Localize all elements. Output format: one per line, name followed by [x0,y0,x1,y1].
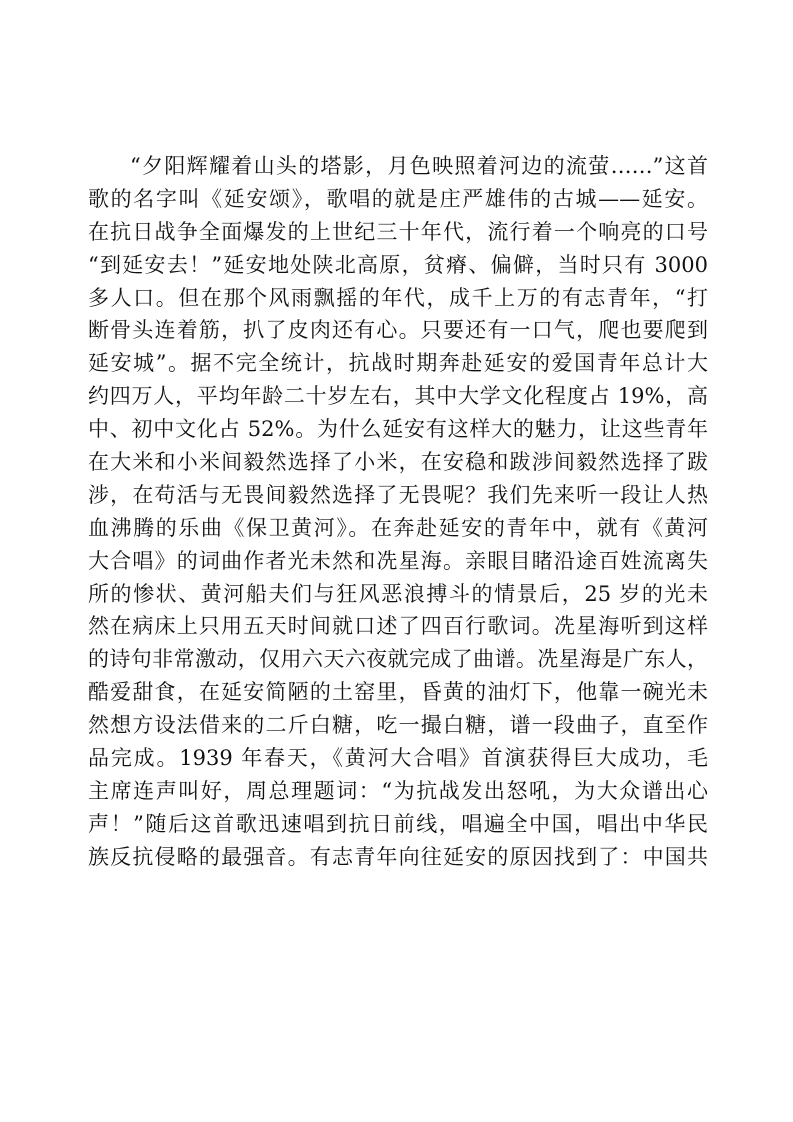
text-line: 品完成。1939 年春天，《黄河大合唱》首演获得巨大成功，毛 [88,746,708,771]
text-line: “夕阳辉耀着山头的塔影，月色映照着河边的流萤……”这首 [130,154,708,178]
text-line: “到延安去！”延安地处陕北高原，贫瘠、偏僻，当时只有 3000 [88,252,708,277]
text-line: 大合唱》的词曲作者光未然和冼星海。亲眼目睹沿途百姓流离失 [88,548,708,573]
text-line: 断骨头连着筋，扒了皮肉还有心。只要还有一口气，爬也要爬到 [88,318,708,343]
body-paragraph [88,150,708,874]
text-line: 歌的名字叫《延安颂》，歌唱的就是庄严雄伟的古城——延安。 [88,186,708,211]
text-line: 约四万人，平均年龄二十岁左右，其中大学文化程度占 19%，高 [88,384,708,409]
text-line: 族反抗侵略的最强音。有志青年向往延安的原因找到了：中国共 [88,844,708,869]
text-line: 多人口。但在那个风雨飘摇的年代，成千上万的有志青年，“打 [88,285,708,310]
text-line: 主席连声叫好，周总理题词：“为抗战发出怒吼，为大众谱出心 [88,778,708,803]
text-line: 酷爱甜食，在延安简陋的土窑里，昏黄的油灯下，他靠一碗光未 [88,680,708,705]
text-line: 然在病床上只用五天时间就口述了四百行歌词。冼星海听到这样 [88,614,708,639]
text-line: 血沸腾的乐曲《保卫黄河》。在奔赴延安的青年中，就有《黄河 [88,515,708,540]
text-line: 的诗句非常激动，仅用六天六夜就完成了曲谱。冼星海是广东人， [88,647,708,672]
text-line: 延安城”。据不完全统计，抗战时期奔赴延安的爱国青年总计大 [88,351,708,376]
text-line: 所的惨状、黄河船夫们与狂风恶浪搏斗的情景后，25 岁的光未 [88,581,708,606]
text-line: 在抗日战争全面爆发的上世纪三十年代，流行着一个响亮的口号 [88,219,708,244]
text-line: 声！”随后这首歌迅速唱到抗日前线，唱遍全中国，唱出中华民 [88,811,708,836]
text-line: 在大米和小米间毅然选择了小米，在安稳和跋涉间毅然选择了跋 [88,450,708,475]
text-line: 涉，在苟活与无畏间毅然选择了无畏呢？我们先来听一段让人热 [88,482,708,507]
text-line: 然想方设法借来的二斤白糖，吃一撮白糖，谱一段曲子，直至作 [88,713,708,738]
text-line: 中、初中文化占 52%。为什么延安有这样大的魅力，让这些青年 [88,417,708,442]
